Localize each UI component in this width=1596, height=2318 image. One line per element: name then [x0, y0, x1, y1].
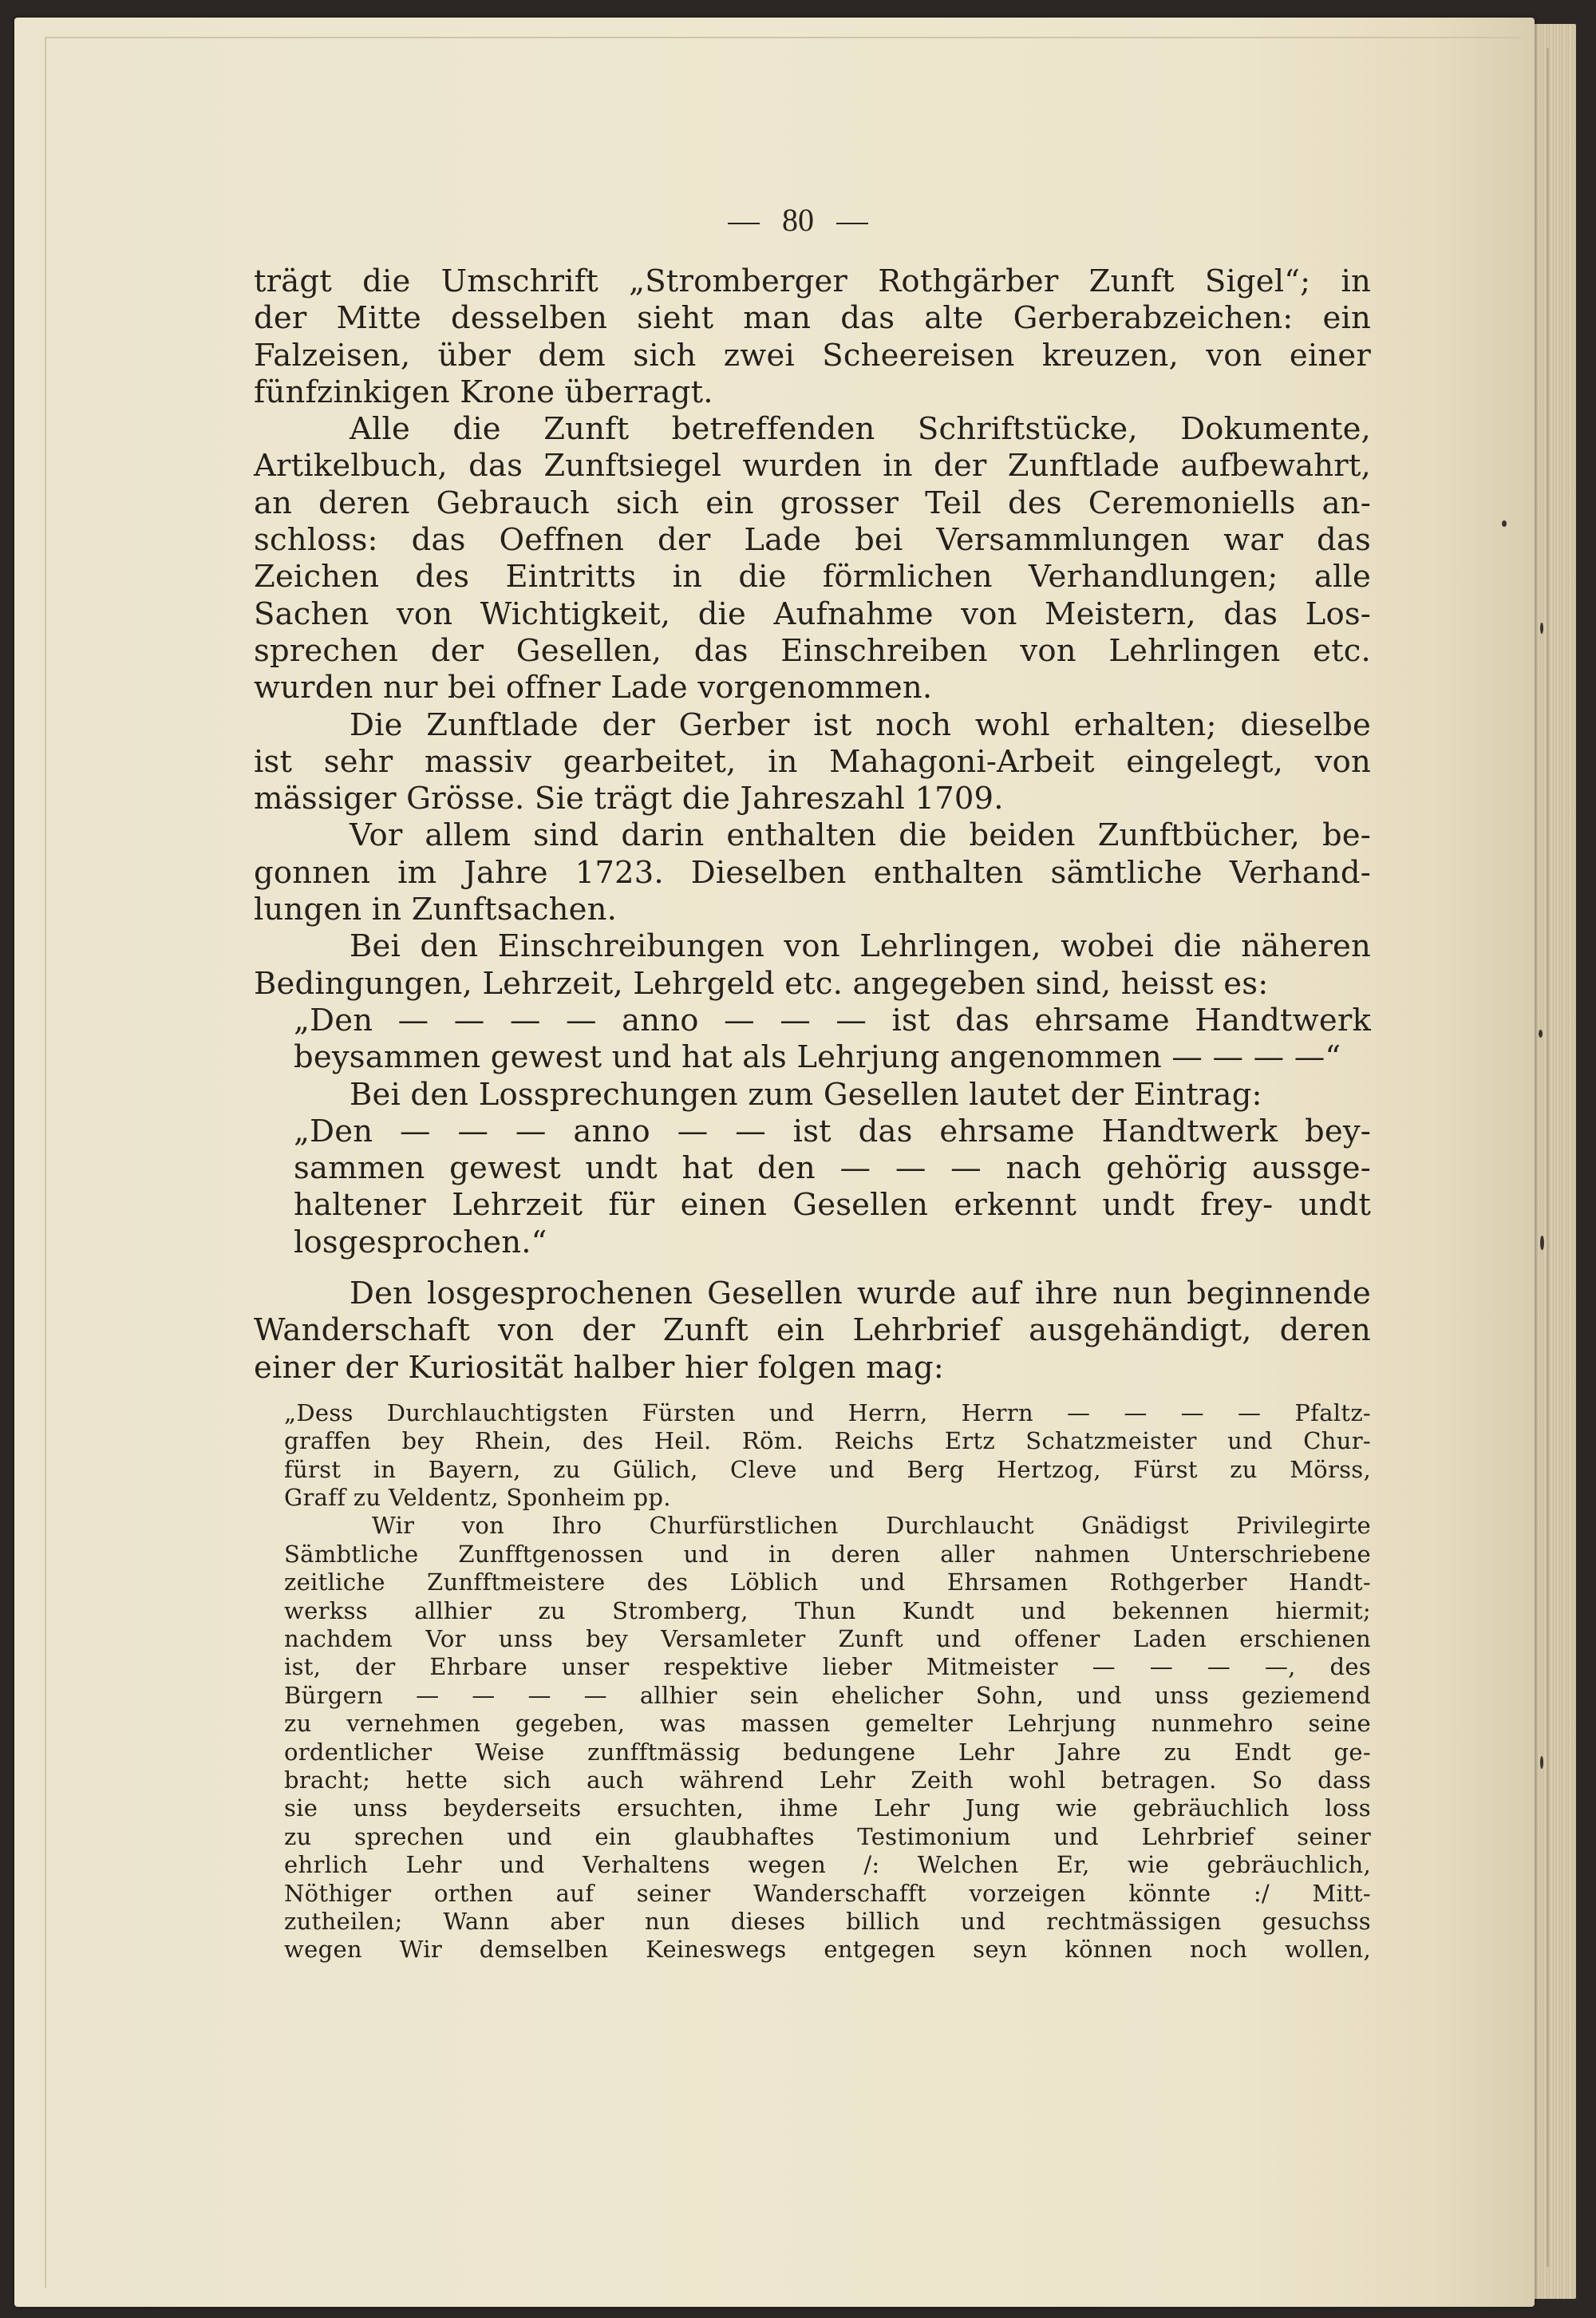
letter-line: ordentlicher Weise zunfftmässig bedungene Lehr Jahre zu Endt ge-: [284, 1738, 1371, 1766]
text-line: Bei den Einschreibungen von Lehrlingen, wobei die näheren: [350, 928, 1371, 965]
letter-line: wegen Wir demselben Keineswegs entgegen seyn können noch wollen,: [284, 1936, 1371, 1964]
text-line: der Mitte desselben sieht man das alte Gerberabzeichen: ein: [254, 300, 1371, 337]
letter-line: ehrlich Lehr und Verhaltens wegen /: Welchen Er, wie gebräuchlich,: [284, 1851, 1371, 1879]
text-line: Den losgesprochenen Gesellen wurde auf ihre nun beginnende: [350, 1276, 1371, 1312]
text-line: fünfzinkigen Krone überragt.: [254, 374, 713, 410]
letter-line: zutheilen; Wann aber nun dieses billich und rechtmässigen gesuchss: [284, 1907, 1371, 1935]
page-edges: [1528, 24, 1576, 2299]
text-line: Vor allem sind darin enthalten die beiden Zunftbücher, be-: [350, 817, 1371, 854]
page-edge-line: [1547, 48, 1549, 2267]
paragraph: [254, 928, 1371, 1003]
text-line: schloss: das Oeffnen der Lade bei Versammlungen war das: [254, 522, 1371, 559]
letter-line: bracht; hette sich auch während Lehr Zeith wohl betragen. So dass: [284, 1766, 1371, 1794]
body-text: [254, 263, 1371, 1964]
paragraph: [254, 411, 1371, 706]
letter-line: Nöthiger orthen auf seiner Wanderschafft vorzeigen könnte :/ Mitt-: [284, 1879, 1371, 1907]
page-number-header: [0, 201, 1596, 239]
page-number-dash-right: [836, 223, 868, 224]
text-line: gonnen im Jahre 1723. Dieselben enthalten sämtliche Verhand-: [254, 854, 1371, 891]
letter-line: zu vernehmen gegeben, was massen gemelter Lehrjung nunmehro seine: [284, 1710, 1371, 1738]
text-line: Die Zunftlade der Gerber ist noch wohl erhalten; dieselbe: [350, 706, 1371, 743]
text-line: Bei den Lossprechungen zum Gesellen lautet der Eintrag:: [350, 1076, 1262, 1113]
letter-line: werkss allhier zu Stromberg, Thun Kundt und bekennen hiermit;: [284, 1596, 1371, 1624]
page-number-dash-left: [728, 223, 760, 224]
letter-line: Wir von Ihro Churfürstlichen Durchlaucht Gnädigst Privilegirte: [372, 1512, 1371, 1540]
lehrbrief-letter: [254, 1399, 1371, 1964]
text-line: einer der Kuriosität halber hier folgen mag:: [254, 1349, 944, 1386]
paragraph: [254, 707, 1371, 818]
text-line: sprechen der Gesellen, das Einschreiben von Lehrlingen etc.: [254, 632, 1371, 669]
letter-line: Graff zu Veldentz, Sponheim pp.: [284, 1484, 671, 1512]
page-border-left: [45, 37, 46, 2288]
text-line: beysammen gewest und hat als Lehrjung angenommen — — — —“: [294, 1039, 1341, 1076]
letter-line: nachdem Vor unss bey Versamleter Zunft und offener Laden erschienen: [284, 1625, 1371, 1653]
letter-line: Sämbtliche Zunfftgenossen und in deren aller nahmen Unterschriebene: [284, 1540, 1371, 1568]
text-line: Alle die Zunft betreffenden Schriftstücke, Dokumente,: [350, 411, 1371, 448]
margin-speck: [1540, 1756, 1543, 1769]
text-line: losgesprochen.“: [294, 1224, 547, 1260]
letter-line: sie unss beyderseits ersuchten, ihme Lehr Jung wie gebräuchlich loss: [284, 1794, 1371, 1822]
letter-line: „Dess Durchlauchtigsten Fürsten und Herrn, Herrn — — — — Pfaltz-: [284, 1398, 1371, 1426]
letter-line: ist, der Ehrbare unser respektive lieber Mitmeister — — — —, des: [284, 1653, 1371, 1681]
text-line: Bedingungen, Lehrzeit, Lehrgeld etc. angegeben sind, heisst es:: [254, 965, 1269, 1002]
letter-line: zu sprechen und ein glaubhaftes Testimonium und Lehrbrief seiner: [284, 1822, 1371, 1850]
text-line: Sachen von Wichtigkeit, die Aufnahme von Meistern, das Los-: [254, 595, 1371, 632]
letter-line: Bürgern — — — — allhier sein ehelicher Sohn, und unss geziemend: [284, 1681, 1371, 1709]
page-border-top: [45, 37, 1521, 38]
paragraph: [254, 1276, 1371, 1386]
page-number: 80: [782, 202, 814, 238]
text-line: ist sehr massiv gearbeitet, in Mahagoni-Arbeit eingelegt, von: [254, 743, 1371, 780]
text-line: wurden nur bei offner Lade vorgenommen.: [254, 670, 933, 706]
paragraph: [254, 263, 1371, 411]
paragraph-spacer: [254, 1261, 1371, 1276]
text-line: Artikelbuch, das Zunftsiegel wurden in der Zunftlade aufbewahrt,: [254, 448, 1371, 485]
paragraph: [254, 817, 1371, 928]
text-line: Wanderschaft von der Zunft ein Lehrbrief ausgehändigt, deren: [254, 1312, 1371, 1349]
text-line: Falzeisen, über dem sich zwei Scheereisen kreuzen, von einer: [254, 337, 1371, 374]
letter-line: fürst in Bayern, zu Gülich, Cleve und Berg Hertzog, Fürst zu Mörss,: [284, 1455, 1371, 1483]
text-line: lungen in Zunftsachen.: [254, 892, 618, 928]
letter-line: zeitliche Zunfftmeistere des Löblich und Ehrsamen Rothgerber Handt-: [284, 1568, 1371, 1596]
margin-speck: [1502, 520, 1507, 527]
text-line: Zeichen des Eintritts in die förmlichen Verhandlungen; alle: [254, 559, 1371, 595]
text-line: sammen gewest undt hat den — — — nach gehörig aussge-: [294, 1150, 1371, 1187]
margin-speck: [1540, 623, 1543, 634]
text-line: trägt die Umschrift „Stromberger Rothgärber Zunft Sigel“; in: [254, 263, 1371, 299]
margin-speck: [1539, 1030, 1543, 1038]
quoted-entry: [254, 1003, 1371, 1077]
text-line: „Den — — — anno — — ist das ehrsame Handtwerk bey-: [294, 1113, 1371, 1149]
text-line: an deren Gebrauch sich ein grosser Teil des Ceremoniells an-: [254, 485, 1371, 521]
quoted-entry: [254, 1114, 1371, 1261]
text-line: haltener Lehrzeit für einen Gesellen erkennt undt frey- undt: [294, 1187, 1371, 1224]
letter-line: graffen bey Rhein, des Heil. Röm. Reichs Ertz Schatzmeister und Chur-: [284, 1427, 1371, 1455]
margin-speck: [1540, 1236, 1544, 1250]
text-line: mässiger Grösse. Sie trägt die Jahreszahl 1709.: [254, 781, 1004, 817]
text-line: „Den — — — — anno — — — ist das ehrsame Handtwerk: [294, 1002, 1371, 1038]
paragraph: [254, 1077, 1371, 1114]
